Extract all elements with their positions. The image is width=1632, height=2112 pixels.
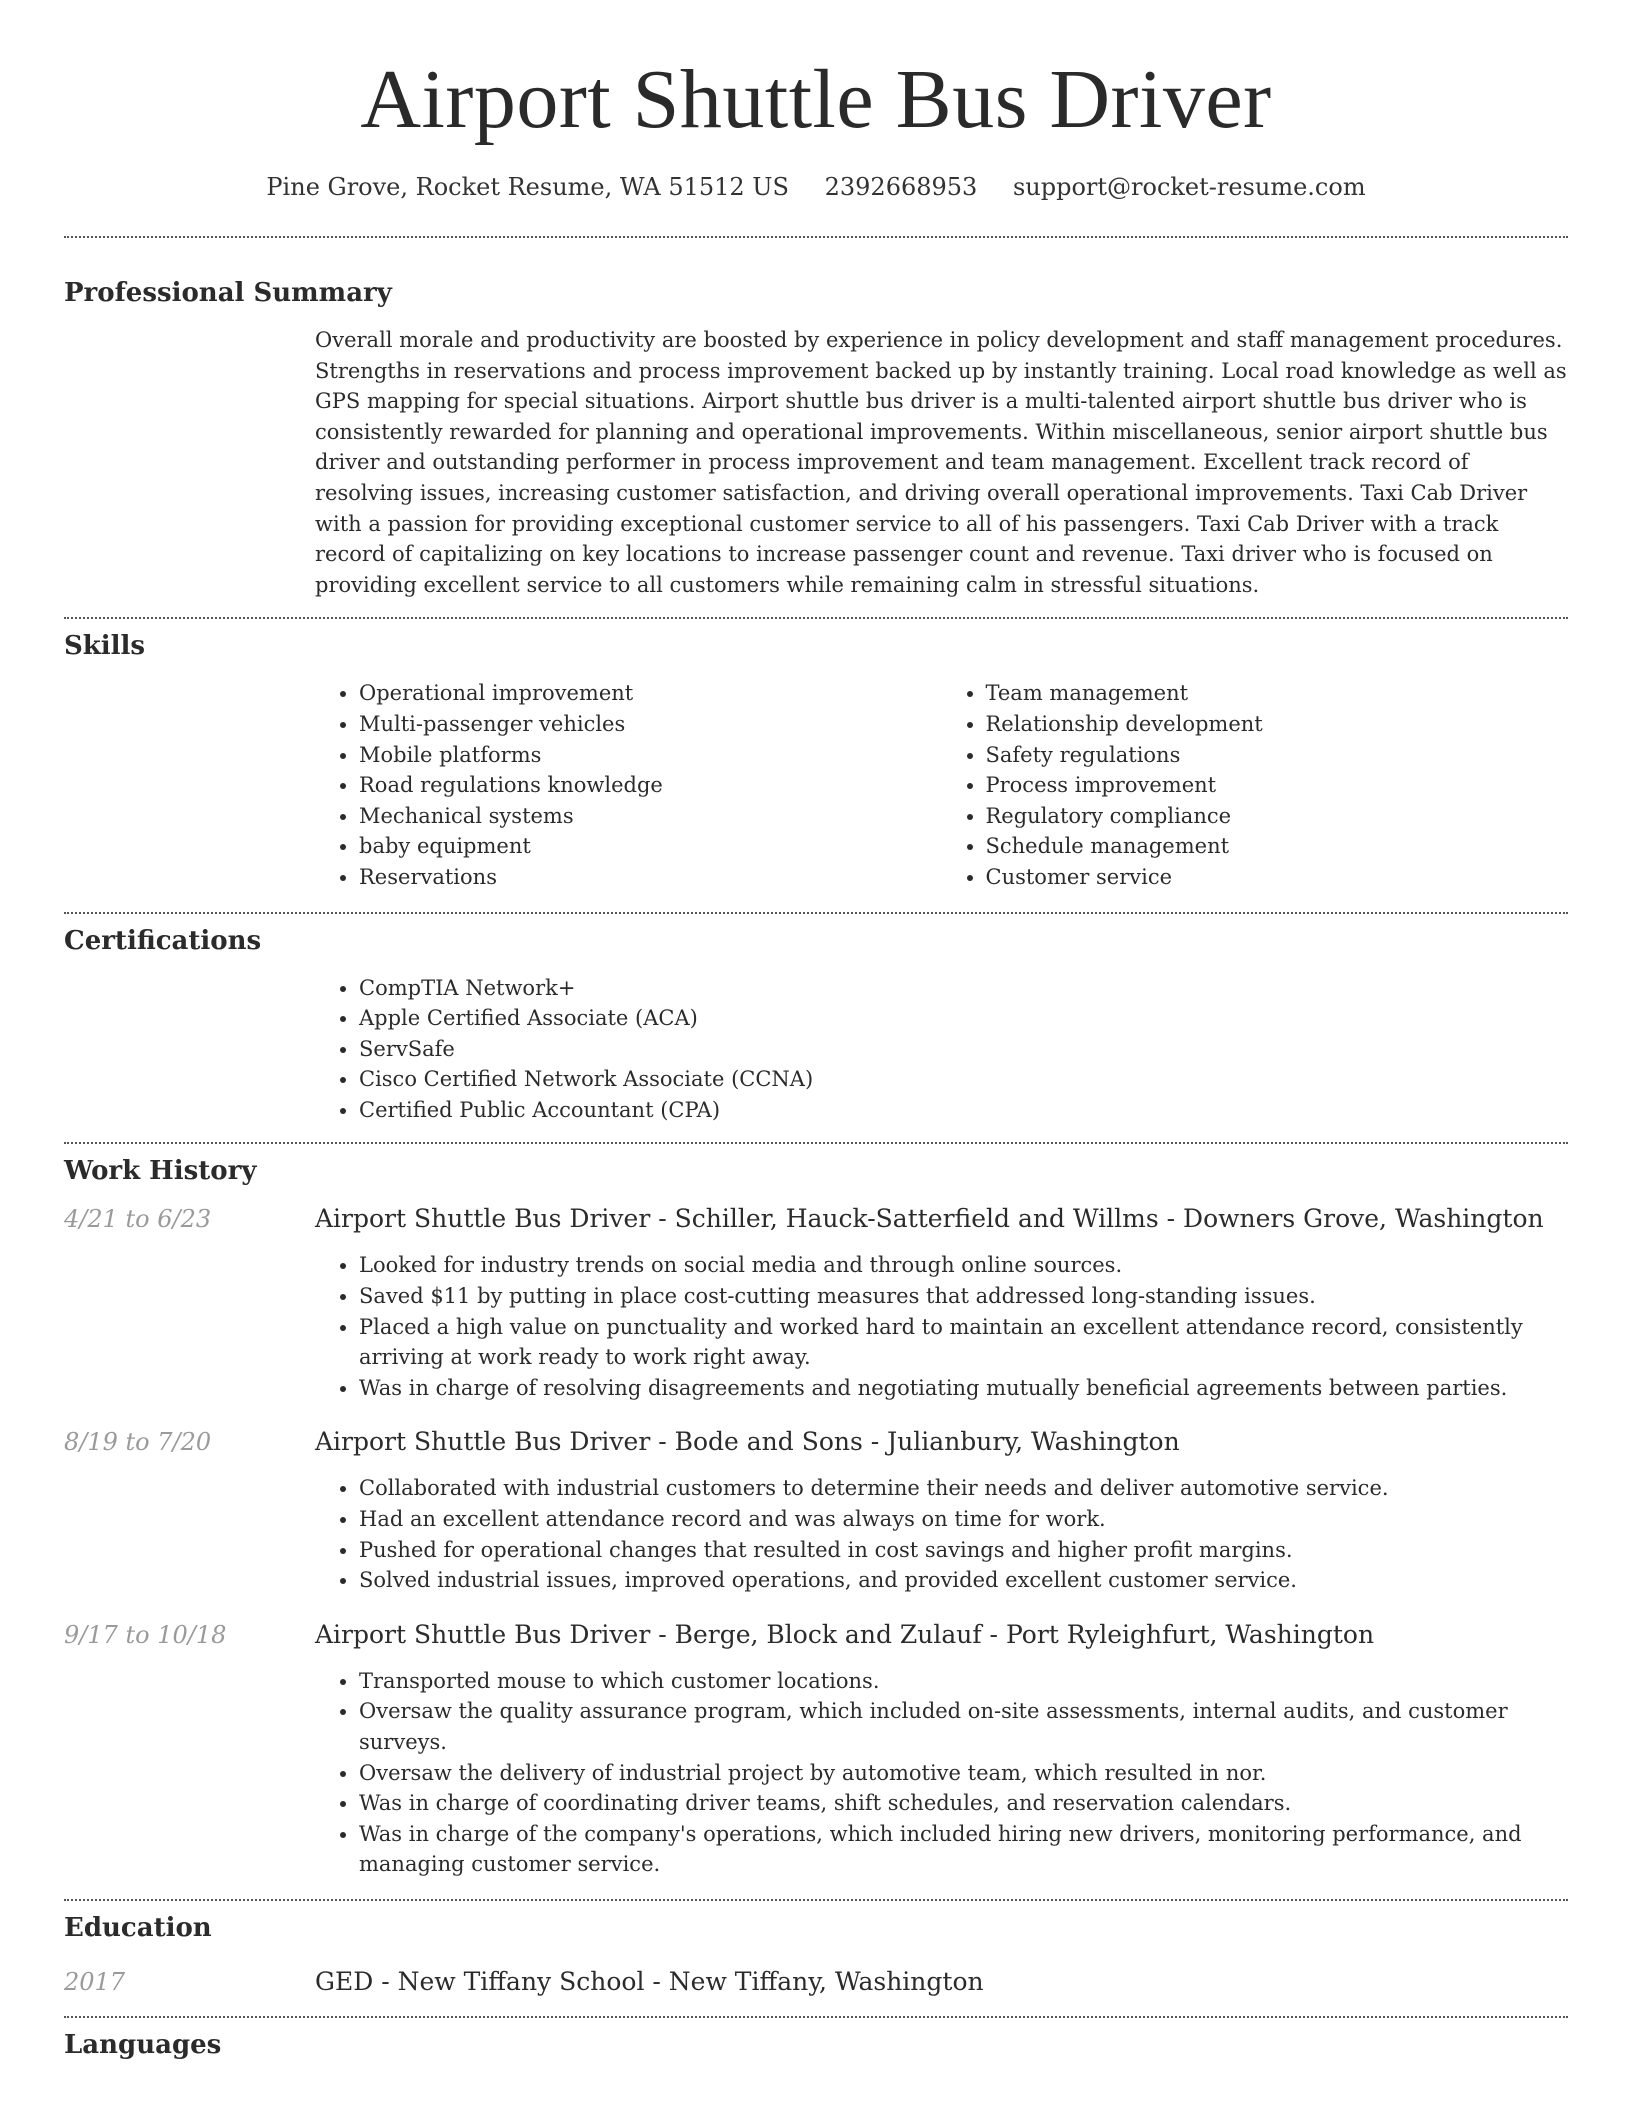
job-title: Airport Shuttle Bus Driver - Bode and Sons - Julianbury, Washington [315,1427,1180,1457]
list-item: • Multi-passenger vehicles [359,709,942,740]
divider [64,617,1568,619]
divider [64,236,1568,238]
job-title: Airport Shuttle Bus Driver - Berge, Block and Zulauf - Port Ryleighfurt, Washington [315,1619,1375,1649]
list-item: • Was in charge of coordinating driver teams, shift schedules, and reservation calendars. [359,1788,1568,1819]
list-item: • baby equipment [359,831,942,862]
job-bullet-list [315,1250,1568,1403]
list-item: • Pushed for operational changes that resulted in cost savings and higher profit margins. [359,1535,1568,1566]
list-item: • Collaborated with industrial customers to determine their needs and deliver automotive service. [359,1473,1568,1504]
resume-page [64,0,1568,2062]
list-item: • Looked for industry trends on social media and through online sources. [359,1250,1568,1281]
section-title-education: Education [64,1912,212,1943]
contact-phone: 2392668953 [824,173,978,201]
list-item: • Reservations [359,862,942,893]
education-entry [64,1967,1568,1996]
list-item: • Regulatory compliance [986,801,1569,832]
job-entry [64,1204,1568,1403]
job-bullets [315,1250,1568,1403]
contact-line [64,170,1568,204]
list-item: • Oversaw the delivery of industrial project by automotive team, which resulted in nor. [359,1758,1568,1789]
job-header [64,1204,1568,1233]
list-item: • Placed a high value on punctuality and worked hard to maintain an excellent attendance record, consistently arriving at work ready to work right away. [359,1312,1568,1373]
certifications-items [315,973,1568,1126]
list-item: • Was in charge of the company's operations, which included hiring new drivers, monitoring performance, and managing customer service. [359,1819,1568,1880]
job-bullets [315,1666,1568,1880]
list-item: • Team management [986,678,1569,709]
divider [64,1899,1568,1901]
list-item: • CompTIA Network+ [359,973,1568,1004]
skills-column-left [315,678,942,892]
job-title: Airport Shuttle Bus Driver - Schiller, Hauck-Satterfield and Willms - Downers Grove, Washington [315,1204,1544,1234]
job-header [64,1427,1568,1456]
job-date: 8/19 to 7/20 [64,1428,212,1457]
section-title-summary: Professional Summary [64,278,392,308]
section-title-skills: Skills [64,631,146,662]
job-date: 9/17 to 10/18 [64,1620,227,1649]
divider [64,1142,1568,1144]
list-item: • Process improvement [986,770,1569,801]
list-item: • Safety regulations [986,740,1569,771]
education-date: 2017 [64,1967,126,1996]
list-item: • Mechanical systems [359,801,942,832]
section-title-certifications: Certifications [64,925,262,956]
job-entry [64,1620,1568,1880]
job-date: 4/21 to 6/23 [64,1205,212,1234]
list-item: • Mobile platforms [359,740,942,771]
list-item: • Apple Certified Associate (ACA) [359,1003,1568,1034]
list-item: • Customer service [986,862,1569,893]
summary-text: Overall morale and productivity are boosted by experience in policy development and staff management procedures. Strengths in reservations and process improvement backed up by instantly training. Local road knowledge as well as GPS mapping for special situations. Airport shuttle bus driver is a multi-talented airport shuttle bus driver who is consistently rewarded for planning and operational improvements. Within miscellaneous, senior airport shuttle bus driver and outstanding performer in process improvement and team management. Excellent track record of resolving issues, increasing customer satisfaction, and driving overall operational improvements. Taxi Cab Driver with a passion for providing exceptional customer service to all of his passengers. Taxi Cab Driver with a track record of capitalizing on key locations to increase passenger count and revenue. Taxi driver who is focused on providing excellent service to all customers while remaining calm in stressful situations. [315,328,1567,597]
list-item: • Saved $11 by putting in place cost-cutting measures that addressed long-standing issues. [359,1281,1568,1312]
list-item: • Operational improvement [359,678,942,709]
list-item: • Oversaw the quality assurance program, which included on-site assessments, internal audits, and customer surveys. [359,1696,1568,1757]
list-item: • ServSafe [359,1034,1568,1065]
list-item: • Schedule management [986,831,1569,862]
job-entry [64,1427,1568,1595]
work-history-list [64,1204,1568,1880]
list-item: • Road regulations knowledge [359,770,942,801]
divider [64,912,1568,914]
list-item: • Had an excellent attendance record and was always on time for work. [359,1504,1568,1535]
education-title: GED - New Tiffany School - New Tiffany, Washington [315,1966,984,1996]
section-title-languages: Languages [64,2029,222,2060]
job-bullet-list [315,1666,1568,1880]
list-item: • Transported mouse to which customer locations. [359,1666,1568,1697]
contact-address: Pine Grove, Rocket Resume, WA 51512 US [266,173,789,201]
section-title-work: Work History [64,1156,257,1187]
job-bullets [315,1473,1568,1595]
list-item: • Certified Public Accountant (CPA) [359,1095,1568,1126]
list-item: • Relationship development [986,709,1569,740]
divider [64,2016,1568,2018]
resume-name: Airport Shuttle Bus Driver [360,53,1272,146]
certifications-list [315,973,1568,1126]
list-item: • Was in charge of resolving disagreements and negotiating mutually beneficial agreements between parties. [359,1373,1568,1404]
list-item: • Cisco Certified Network Associate (CCNA) [359,1064,1568,1095]
job-bullet-list [315,1473,1568,1595]
list-item: • Solved industrial issues, improved operations, and provided excellent customer service. [359,1565,1568,1596]
skills-list [315,678,1568,892]
skills-column-right [942,678,1569,892]
job-header [64,1620,1568,1649]
contact-email: support@rocket-resume.com [1012,173,1366,201]
